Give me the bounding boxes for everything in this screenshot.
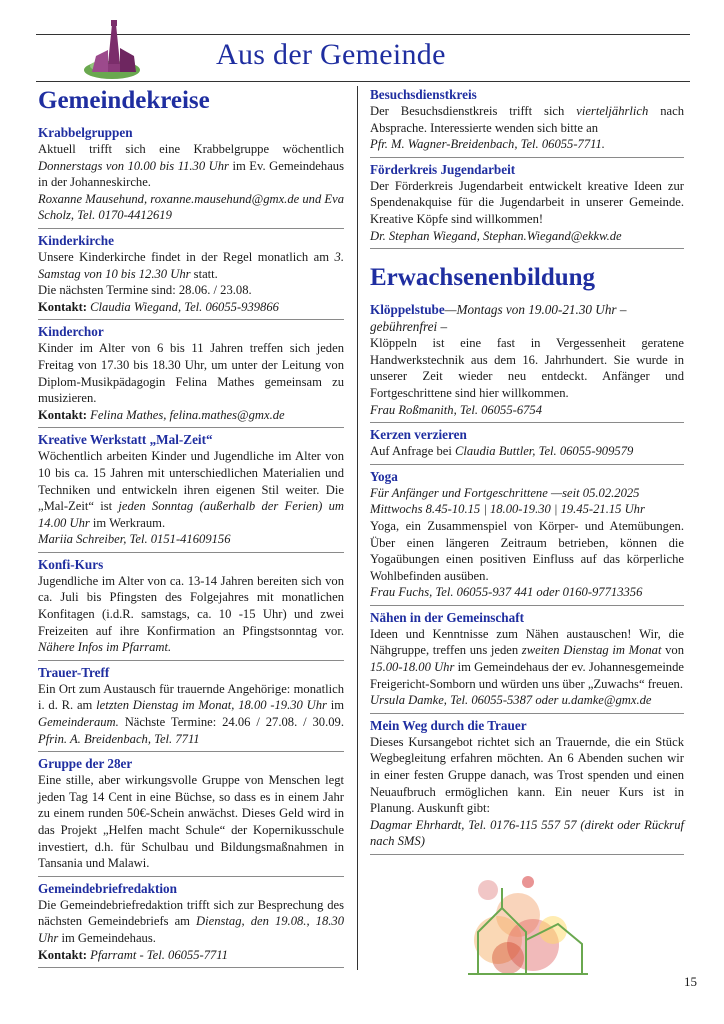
section-divider — [38, 319, 344, 320]
page-number: 15 — [684, 974, 697, 989]
right-column — [370, 86, 684, 858]
right-top-sections — [370, 86, 684, 249]
section-body: Aktuell trifft sich eine Krabbelgruppe wöchentlich Donnerstags von 10.00 bis 11.30 Uhr im Ev. Gemeindehaus in der Johanneskirche. Roxanne Mausehund, roxanne.mausehund@gmx.de und Eva Scholz, Tel. 0170-4412619 — [38, 142, 344, 223]
section-body: Ein Ort zum Austausch für trauernde Angehörige: monatlich i. d. R. am letzten Dienstag im Monat, 18.00 -19.30 Uhr im Gemeinderaum. Nächste Termine: 24.06 / 27.08. / 30.09. Pfrin. A. Breidenbach, Tel. 7711 — [38, 681, 344, 746]
section-title: Gruppe der 28er — [38, 756, 133, 772]
section-body: Dieses Kursangebot richtet sich an Trauernde, die ein Stück Wegbegleitung erfahren möchten. An 6 Abenden suchen wir in einer festen Gruppe danach, was Trost spenden und einen Neuaufbruch ermöglichen kann. Ein neuer Kurs ist in Planung. Auskunft gibt: Dagmar Ehrhardt, Tel. 0176-115 557 57 (direkt oder Rückruf nach SMS) — [370, 734, 684, 849]
section-divider — [38, 552, 344, 553]
section-krabbelgruppen — [38, 124, 344, 224]
section-body: Jugendliche im Alter von ca. 13-14 Jahren bereiten sich von ca. Juli bis Pfingsten des Folgejahres mit monatlichen Konfitagen (i.d.R. samstags, ca. 10 -15 Uhr) und zwei Freizeiten auf ihre Konfirmation an Pfingstsonntag vor. Nähere Infos im Pfarramt. — [38, 573, 344, 655]
section-divider — [38, 427, 344, 428]
section-title: Gemeindebriefredaktion — [38, 880, 177, 896]
watercolor-church-illustration — [458, 870, 598, 980]
section-body: Die Gemeindebriefredaktion trifft sich zur Besprechung des nächsten Gemeindebriefs am Dienstag, den 19.08., 18.30 Uhr im Gemeindehaus. Kontakt: Pfarramt - Tel. 06055-7711 — [38, 897, 344, 962]
section-heading-erwachsenenbildung: Erwachsenenbildung — [370, 264, 596, 292]
section-besuchsdienstkreis — [370, 86, 684, 153]
section-nähen-in-der-gemeinschaft — [370, 609, 684, 709]
section-body: Der Förderkreis Jugendarbeit entwickelt kreative Ideen zur Spendenakquise für die Jugendarbeit in unserer Gemeinde. Kreative Köpfe sind willkommen! Dr. Stephan Wiegand, Stephan.Wiegand@ekkw.de — [370, 178, 684, 243]
section-title: Kinderchor — [38, 324, 104, 340]
section-klöppelstube — [370, 301, 684, 418]
left-sections — [38, 124, 344, 968]
section-title: Kerzen verzieren — [370, 427, 467, 443]
section-kreative-werkstatt-mal-zeit — [38, 431, 344, 548]
section-title: Yoga — [370, 468, 398, 484]
section-body: Ideen und Kenntnisse zum Nähen austauschen! Wir, die Nähgruppe, treffen uns jeden zweiten Dienstag im Monat von 15.00-18.00 Uhr im Gemeindehaus der ev. Johannesgemeinde Freigericht-Somborn und würden uns über „Zuwachs“ freuen. Ursula Damke, Tel. 06055-5387 oder u.damke@gmx.de — [370, 626, 685, 708]
section-divider — [38, 751, 344, 752]
section-heading-gemeindekreise: Gemeindekreise — [38, 87, 210, 114]
section-kinderchor — [38, 323, 344, 423]
section-divider — [38, 228, 344, 229]
section-kinderkirche — [38, 232, 344, 315]
section-divider — [370, 422, 684, 423]
column-divider — [357, 86, 358, 970]
section-gemeindebriefredaktion — [38, 880, 344, 963]
section-divider — [370, 464, 684, 465]
church-logo-icon — [82, 20, 148, 82]
section-title: Mein Weg durch die Trauer — [370, 717, 527, 733]
section-gruppe-der-28er — [38, 755, 344, 872]
section-mein-weg-durch-die-trauer — [370, 717, 684, 850]
section-body: Eine stille, aber wirkungsvolle Gruppe von Menschen legt jeden Tag 14 Cent in eine Büchse, so dass es in einem Jahr zu einem runden 50€-Schein anwächst. Dieses Geld wird in das Projekt „Helfen macht Schule“ der Kopernikusschule investiert, d.h. für Schulbau und Bildungsmaßnahmen in Tansania und Malawi. — [38, 773, 344, 871]
section-divider — [38, 660, 344, 661]
section-divider — [370, 248, 684, 249]
section-förderkreis-jugendarbeit — [370, 161, 684, 244]
section-body: Kinder im Alter von 6 bis 11 Jahren treffen sich jeden Freitag von 17.30 bis 18.30 Uhr, um unter der Leitung von Diplom-Musikpädagogin Felina Mathes gemeinsam zu musizieren. Kontakt: Felina Mathes, felina.mathes@gmx.de — [38, 341, 344, 422]
section-divider — [370, 713, 684, 714]
section-title: Kreative Werkstatt „Mal-Zeit“ — [38, 432, 213, 448]
section-title: Förderkreis Jugendarbeit — [370, 161, 516, 177]
section-title: Krabbelgruppen — [38, 125, 133, 140]
section-body: Auf Anfrage bei Claudia Buttler, Tel. 06055-909579 — [370, 444, 634, 459]
right-sections — [370, 301, 684, 855]
section-divider — [370, 605, 684, 606]
section-title-suffix: —Montags von 19.00-21.30 Uhr – gebührenfrei – — [370, 302, 627, 335]
section-body: Für Anfänger und Fortgeschrittene —seit 05.02.2025 Mittwochs 8.45-10.15 | 18.00-19.30 | 19.45-21.15 Uhr Yoga, ein Zusammenspiel von Körper- und Atemübungen. Über einen längeren Zeitraum betrieben, können die Yogaübungen einen positiven Einfluss auf das körperliche Wohlbefinden ausüben. Frau Fuchs, Tel. 06055-937 441 oder 0160-97713356 — [370, 485, 684, 600]
section-body: Unsere Kinderkirche findet in der Regel monatlich am 3. Samstag von 10 bis 12.30 Uhr statt. Die nächsten Termine sind: 28.06. / 23.08. Kontakt: Claudia Wiegand, Tel. 06055-939866 — [38, 249, 344, 314]
section-konfi-kurs — [38, 556, 344, 656]
section-title: Klöppelstube—Montags von 19.00-21.30 Uhr – gebührenfrei – — [370, 302, 627, 335]
section-title: Trauer-Treff — [38, 664, 110, 680]
page-title: Aus der Gemeinde — [216, 38, 446, 71]
section-yoga — [370, 468, 684, 601]
left-column — [38, 86, 344, 971]
section-title: Konfi-Kurs — [38, 556, 104, 572]
section-kerzen-verzieren — [370, 426, 684, 460]
section-trauer-treff — [38, 664, 344, 747]
section-divider — [370, 157, 684, 158]
section-title: Besuchsdienstkreis — [370, 87, 477, 102]
section-title: Kinderkirche — [38, 232, 114, 248]
section-body: Klöppeln ist eine fast in Vergessenheit geratene Handwerkstechnik aus dem 16. Jahrhundert. Sie wurde in unserer Zeit wieder neu entdeckt. Anfänger und Fortgeschrittene sind hier willkommen. Frau Roßmanith, Tel. 06055-6754 — [370, 336, 684, 417]
section-divider — [38, 876, 344, 877]
section-body: Der Besuchsdienstkreis trifft sich vierteljährlich nach Absprache. Interessierte wenden sich bitte an Pfr. M. Wagner-Breidenbach, Tel. 06055-7711. — [370, 104, 684, 152]
section-divider — [38, 967, 344, 968]
section-divider — [370, 854, 684, 855]
section-title: Nähen in der Gemeinschaft — [370, 609, 524, 625]
section-body: Wöchentlich arbeiten Kinder und Jugendliche im Alter von 10 bis ca. 15 Jahren mit unterschiedlichen Materialien und Techniken und entwickeln ihren eigenen Stil weiter. Die „Mal-Zeit“ ist jeden Sonntag (außerhalb der Ferien) um 14.00 Uhr im Werkraum. Mariia Schreiber, Tel. 0151-41609156 — [38, 449, 344, 547]
